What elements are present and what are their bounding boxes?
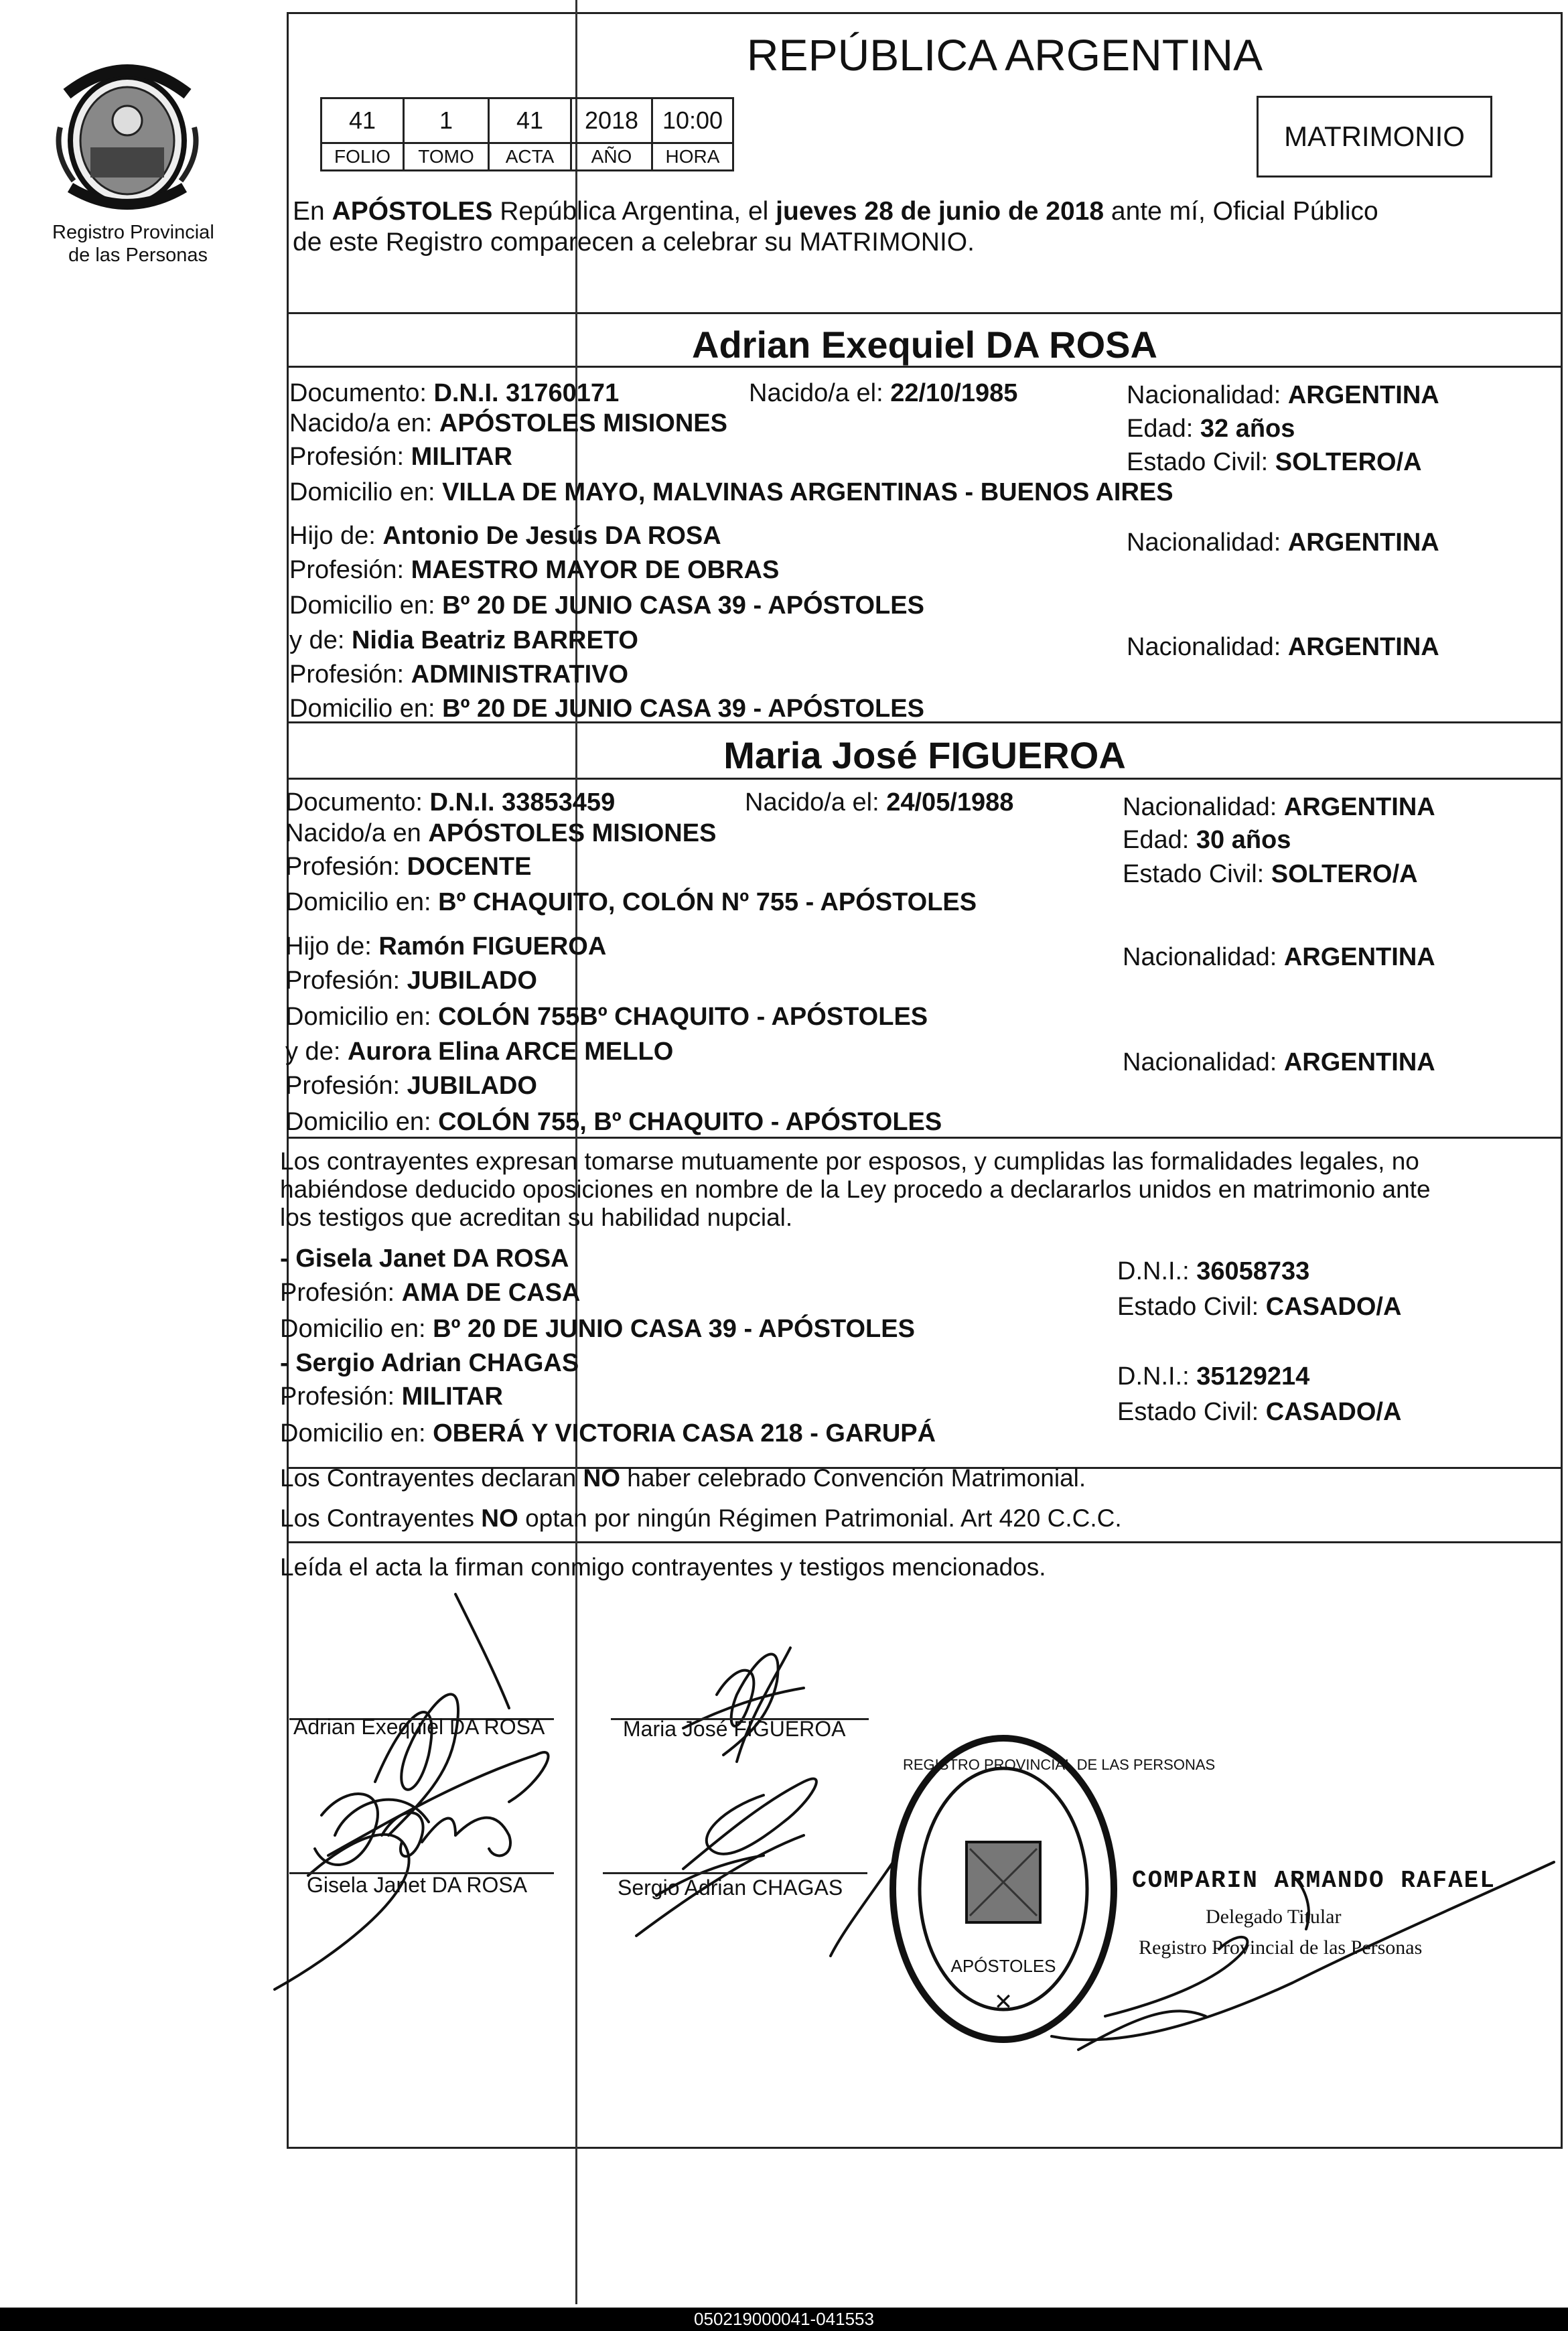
- signature-caption-3: Gisela Janet DA ROSA: [307, 1873, 528, 1897]
- intro-line-1: En APÓSTOLES República Argentina, el jueves 28 de junio de 2018 ante mí, Oficial Público: [293, 197, 1378, 226]
- convention-line-2: Los Contrayentes NO optan por ningún Régimen Patrimonial. Art 420 C.C.C.: [280, 1504, 1122, 1532]
- witness2-civil-status: Estado Civil: CASADO/A: [1117, 1398, 1402, 1426]
- person2-father-profession: Profesión: JUBILADO: [285, 967, 537, 995]
- stamp-round-text: REGISTRO PROVINCIAL DE LAS PERSONAS: [903, 1756, 1216, 1773]
- page-title: REPÚBLICA ARGENTINA: [746, 30, 1263, 80]
- person1-age: Edad: 32 años: [1127, 415, 1295, 443]
- closing-statement: Leída el acta la firman conmigo contrayentes y testigos mencionados.: [280, 1553, 1046, 1581]
- declaration-line-2: habiéndose deducido oposiciones en nombre de la Ley procedo a declararlos unidos en matrimonio ante: [280, 1176, 1431, 1203]
- person2-father: Hijo de: Ramón FIGUEROA: [285, 932, 607, 961]
- person1-father-profession: Profesión: MAESTRO MAYOR DE OBRAS: [289, 556, 780, 584]
- person1-mother-profession: Profesión: ADMINISTRATIVO: [289, 660, 629, 689]
- person2-profession: Profesión: DOCENTE: [285, 853, 532, 881]
- provincial-emblem: [40, 47, 214, 221]
- person1-mother: y de: Nidia Beatriz BARRETO: [289, 626, 638, 654]
- person2-birthdate: Nacido/a el: 24/05/1988: [745, 788, 1014, 817]
- person1-civil-status: Estado Civil: SOLTERO/A: [1127, 448, 1422, 476]
- person1-father-address: Domicilio en: Bº 20 DE JUNIO CASA 39 - APÓSTOLES: [289, 591, 924, 620]
- year-label: AÑO: [571, 143, 652, 171]
- person1-birthdate: Nacido/a el: 22/10/1985: [749, 379, 1018, 407]
- registry-seal-label: PROVINCIA DE MISIONES: [27, 32, 142, 43]
- person1-birthplace: Nacido/a en: APÓSTOLES MISIONES: [289, 409, 727, 437]
- person2-address: Domicilio en: Bº CHAQUITO, COLÓN Nº 755 - APÓSTOLES: [285, 888, 977, 916]
- witness2-profession: Profesión: MILITAR: [280, 1383, 503, 1411]
- svg-text:✕: ✕: [993, 1989, 1013, 2016]
- signature-scribbles: [255, 1581, 924, 2050]
- person2-document: Documento: D.N.I. 33853459: [285, 788, 616, 817]
- person1-nationality: Nacionalidad: ARGENTINA: [1127, 381, 1439, 409]
- official-role: Delegado Titular: [1206, 1906, 1342, 1928]
- person1-profession: Profesión: MILITAR: [289, 443, 512, 471]
- person2-father-nationality: Nacionalidad: ARGENTINA: [1123, 943, 1435, 971]
- person1-mother-address: Domicilio en: Bº 20 DE JUNIO CASA 39 - APÓSTOLES: [289, 695, 924, 723]
- declaration-line-3: los testigos que acreditan su habilidad nupcial.: [280, 1204, 793, 1231]
- registry-name-line2: de las Personas: [68, 244, 208, 266]
- person2-mother-address: Domicilio en: COLÓN 755, Bº CHAQUITO - APÓSTOLES: [285, 1108, 942, 1136]
- person2-mother: y de: Aurora Elina ARCE MELLO: [285, 1038, 674, 1066]
- witness1-address: Domicilio en: Bº 20 DE JUNIO CASA 39 - APÓSTOLES: [280, 1315, 915, 1343]
- witness1-name: - Gisela Janet DA ROSA: [280, 1245, 569, 1273]
- official-name: COMPARIN ARMANDO RAFAEL: [1132, 1867, 1496, 1894]
- record-type-box: MATRIMONIO: [1257, 96, 1492, 178]
- acta-value: 41: [489, 98, 571, 143]
- witness2-name: - Sergio Adrian CHAGAS: [280, 1349, 579, 1377]
- person2-father-address: Domicilio en: COLÓN 755Bº CHAQUITO - APÓSTOLES: [285, 1003, 928, 1031]
- person1-father: Hijo de: Antonio De Jesús DA ROSA: [289, 522, 721, 550]
- person2-mother-nationality: Nacionalidad: ARGENTINA: [1123, 1048, 1435, 1076]
- signature-caption-4: Sergio Adrian CHAGAS: [618, 1876, 843, 1900]
- registry-name-line1: Registro Provincial: [52, 222, 214, 243]
- official-signature: [1038, 1849, 1561, 2063]
- time-value: 10:00: [652, 98, 733, 143]
- signature-caption-2: Maria José FIGUEROA: [623, 1717, 846, 1741]
- person2-civil-status: Estado Civil: SOLTERO/A: [1123, 860, 1418, 888]
- folio-label: FOLIO: [322, 143, 404, 171]
- person2-age: Edad: 30 años: [1123, 826, 1291, 854]
- signature-line: [603, 1872, 867, 1874]
- witness1-dni: D.N.I.: 36058733: [1117, 1257, 1310, 1285]
- witness1-profession: Profesión: AMA DE CASA: [280, 1279, 581, 1307]
- person2-birthplace: Nacido/a en APÓSTOLES MISIONES: [285, 819, 717, 847]
- witness1-civil-status: Estado Civil: CASADO/A: [1117, 1293, 1402, 1321]
- divider: [287, 778, 1563, 780]
- intro-line-2: de este Registro comparecen a celebrar su MATRIMONIO.: [293, 228, 975, 257]
- person2-nationality: Nacionalidad: ARGENTINA: [1123, 793, 1435, 821]
- divider: [287, 1541, 1563, 1543]
- year-value: 2018: [571, 98, 652, 143]
- witness2-address: Domicilio en: OBERÁ Y VICTORIA CASA 218 - GARUPÁ: [280, 1419, 936, 1447]
- person1-document: Documento: D.N.I. 31760171: [289, 379, 620, 407]
- record-table: [320, 97, 734, 171]
- acta-label: ACTA: [489, 143, 571, 171]
- time-label: HORA: [652, 143, 733, 171]
- official-organization: Registro Provincial de las Personas: [1139, 1936, 1423, 1959]
- folio-value: 41: [322, 98, 404, 143]
- declaration-line-1: Los contrayentes expresan tomarse mutuamente por esposos, y cumplidas las formalidades legales, no: [280, 1147, 1419, 1175]
- person1-mother-nationality: Nacionalidad: ARGENTINA: [1127, 633, 1439, 661]
- person1-name: Adrian Exequiel DA ROSA: [692, 324, 1157, 366]
- signature-caption-1: Adrian Exequiel DA ROSA: [293, 1715, 545, 1739]
- person1-address: Domicilio en: VILLA DE MAYO, MALVINAS ARGENTINAS - BUENOS AIRES: [289, 478, 1173, 506]
- convention-line-1: Los Contrayentes declaran NO haber celebrado Convención Matrimonial.: [280, 1464, 1086, 1492]
- stamp-city: APÓSTOLES: [950, 1956, 1056, 1976]
- person1-father-nationality: Nacionalidad: ARGENTINA: [1127, 528, 1439, 557]
- person2-name: Maria José FIGUEROA: [723, 734, 1126, 776]
- tomo-value: 1: [404, 98, 489, 143]
- person2-mother-profession: Profesión: JUBILADO: [285, 1072, 537, 1100]
- document-id-bar: 050219000041-041553: [0, 2308, 1568, 2331]
- witness2-dni: D.N.I.: 35129214: [1117, 1362, 1310, 1391]
- divider: [287, 312, 1563, 314]
- tomo-label: TOMO: [404, 143, 489, 171]
- divider: [287, 1137, 1563, 1139]
